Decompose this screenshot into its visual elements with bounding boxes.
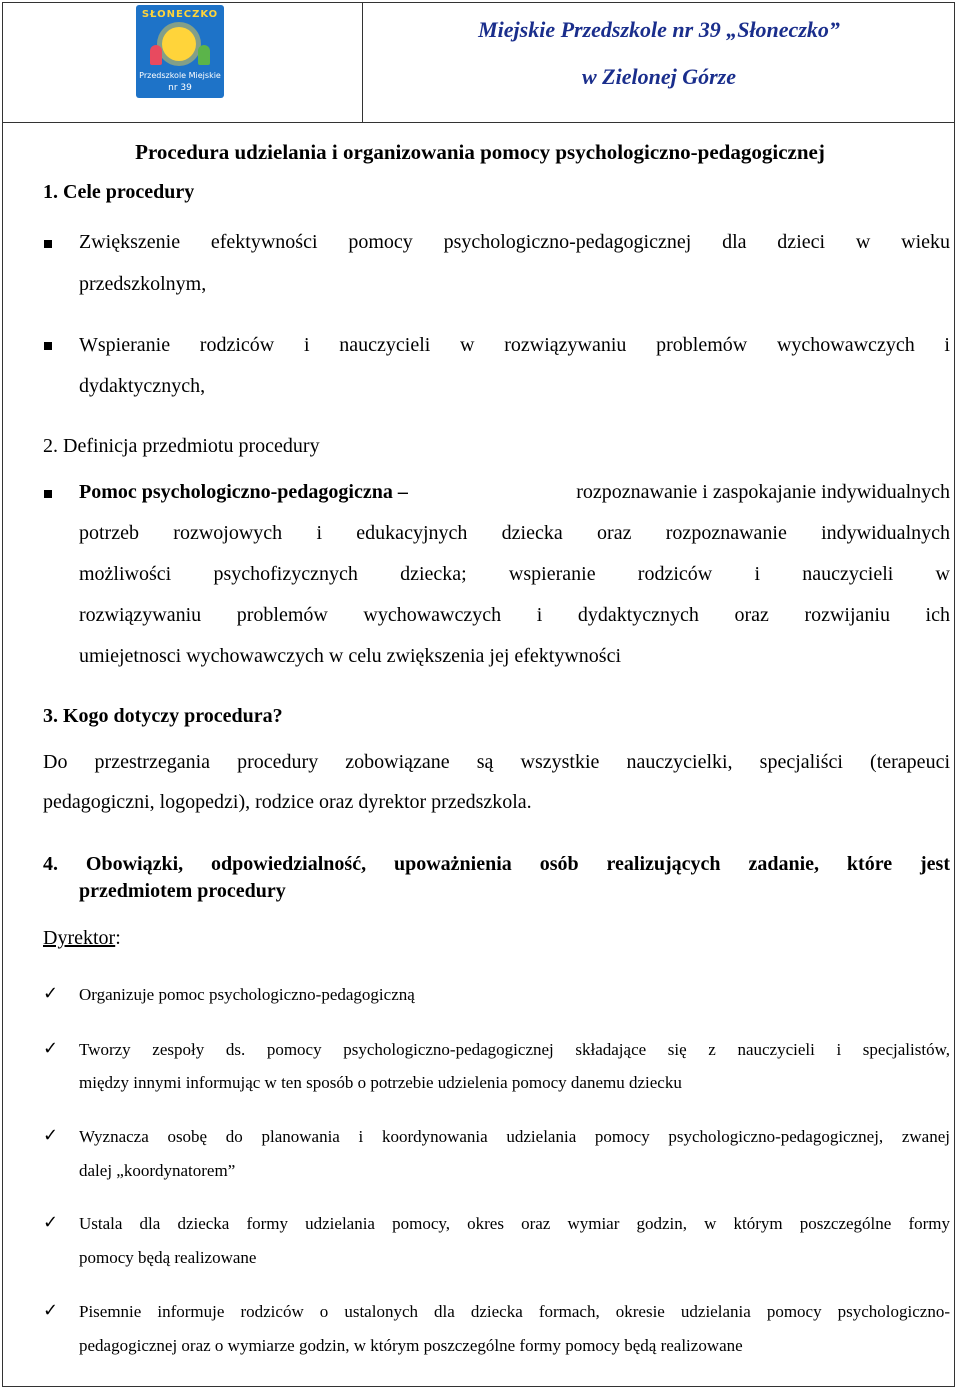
list-item: Ustala dla dziecka formy udzielania pomocy, okres oraz wymiar godzin, w którym poszczególne formy bbox=[79, 1214, 950, 1233]
role-name: Dyrektor bbox=[43, 927, 116, 949]
school-logo bbox=[136, 5, 224, 98]
section-heading: 4. Obowiązki, odpowiedzialność, upoważnienia osób realizujących zadanie, które jest bbox=[43, 853, 950, 875]
paragraph-line: potrzeb rozwojowych i edukacyjnych dziecka oraz rozpoznawanie indywidualnych bbox=[79, 522, 950, 544]
bullet-square-icon bbox=[44, 342, 52, 350]
paragraph-line: rozwiązywaniu problemów wychowawczych i dydaktycznych oraz rozwijaniu ich bbox=[79, 604, 950, 626]
paragraph-line: umiejetnosci wychowawczych w celu zwiększenia jej efektywności bbox=[79, 645, 622, 667]
paragraph-line: dydaktycznych, bbox=[79, 375, 206, 397]
document-title: Procedura udzielania i organizowania pomocy psychologiczno-pedagogicznej bbox=[135, 140, 825, 164]
check-icon: ✓ bbox=[43, 1125, 59, 1146]
paragraph-line: rozpoznawanie i zaspokajanie indywidualnych bbox=[576, 481, 950, 503]
section-heading: 1. Cele procedury bbox=[43, 181, 195, 203]
definition-term: Pomoc psychologiczno-pedagogiczna – bbox=[79, 481, 408, 503]
paragraph-line: Zwiększenie efektywności pomocy psychologiczno-pedagogicznej dla dzieci w wieku bbox=[79, 231, 950, 253]
list-item: Pisemnie informuje rodziców o ustalonych dla dziecka formach, okresie udzielania pomocy psychologiczno- bbox=[79, 1302, 950, 1321]
check-icon: ✓ bbox=[43, 1300, 59, 1321]
list-item: Wyznacza osobę do planowania i koordynowania udzielania pomocy psychologiczno-pedagogicznej, zwanej bbox=[79, 1127, 950, 1146]
logo-number: nr 39 bbox=[168, 83, 192, 93]
sun-icon bbox=[162, 27, 196, 61]
bullet-square-icon bbox=[44, 490, 52, 498]
child-figure-icon bbox=[198, 45, 210, 65]
check-icon: ✓ bbox=[43, 1212, 59, 1233]
child-figure-icon bbox=[150, 45, 162, 65]
list-item-cont: pomocy będą realizowane bbox=[79, 1248, 257, 1267]
section-heading: 3. Kogo dotyczy procedura? bbox=[43, 705, 283, 727]
check-icon: ✓ bbox=[43, 1038, 59, 1059]
list-item-cont: między innymi informując w ten sposób o potrzebie udzielenia pomocy danemu dziecku bbox=[79, 1073, 682, 1092]
school-name: Miejskie Przedszkole nr 39 „Słoneczko” bbox=[478, 17, 840, 42]
list-item-cont: pedagogicznej oraz o wymiarze godzin, w którym poszczególne formy pomocy będą realizowane bbox=[79, 1336, 743, 1355]
bullet-square-icon bbox=[44, 240, 52, 248]
role-colon: : bbox=[115, 927, 121, 949]
school-city: w Zielonej Górze bbox=[582, 64, 736, 89]
list-item: Organizuje pomoc psychologiczno-pedagogiczną bbox=[79, 985, 415, 1004]
paragraph-line: przedszkolnym, bbox=[79, 273, 207, 295]
paragraph-line: Do przestrzegania procedury zobowiązane są wszystkie nauczycielki, specjaliści (terapeuci bbox=[43, 751, 950, 773]
role-label bbox=[43, 927, 121, 950]
paragraph-line: Wspieranie rodziców i nauczycieli w rozwiązywaniu problemów wychowawczych i bbox=[79, 334, 950, 356]
logo-subtitle: Przedszkole Miejskie bbox=[139, 71, 221, 80]
check-icon: ✓ bbox=[43, 983, 59, 1004]
paragraph-line: możliwości psychofizycznych dziecka; wspieranie rodziców i nauczycieli w bbox=[79, 563, 950, 585]
section-heading: 2. Definicja przedmiotu procedury bbox=[43, 435, 320, 457]
paragraph-line: pedagogiczni, logopedzi), rodzice oraz dyrektor przedszkola. bbox=[43, 791, 532, 813]
logo-word: SŁONECZKO bbox=[141, 9, 219, 20]
list-item-cont: dalej „koordynatorem” bbox=[79, 1161, 236, 1180]
list-item: Tworzy zespoły ds. pomocy psychologiczno-pedagogicznej składające się z nauczycieli i specjalistów, bbox=[79, 1040, 950, 1059]
section-heading-cont: przedmiotem procedury bbox=[79, 880, 286, 902]
